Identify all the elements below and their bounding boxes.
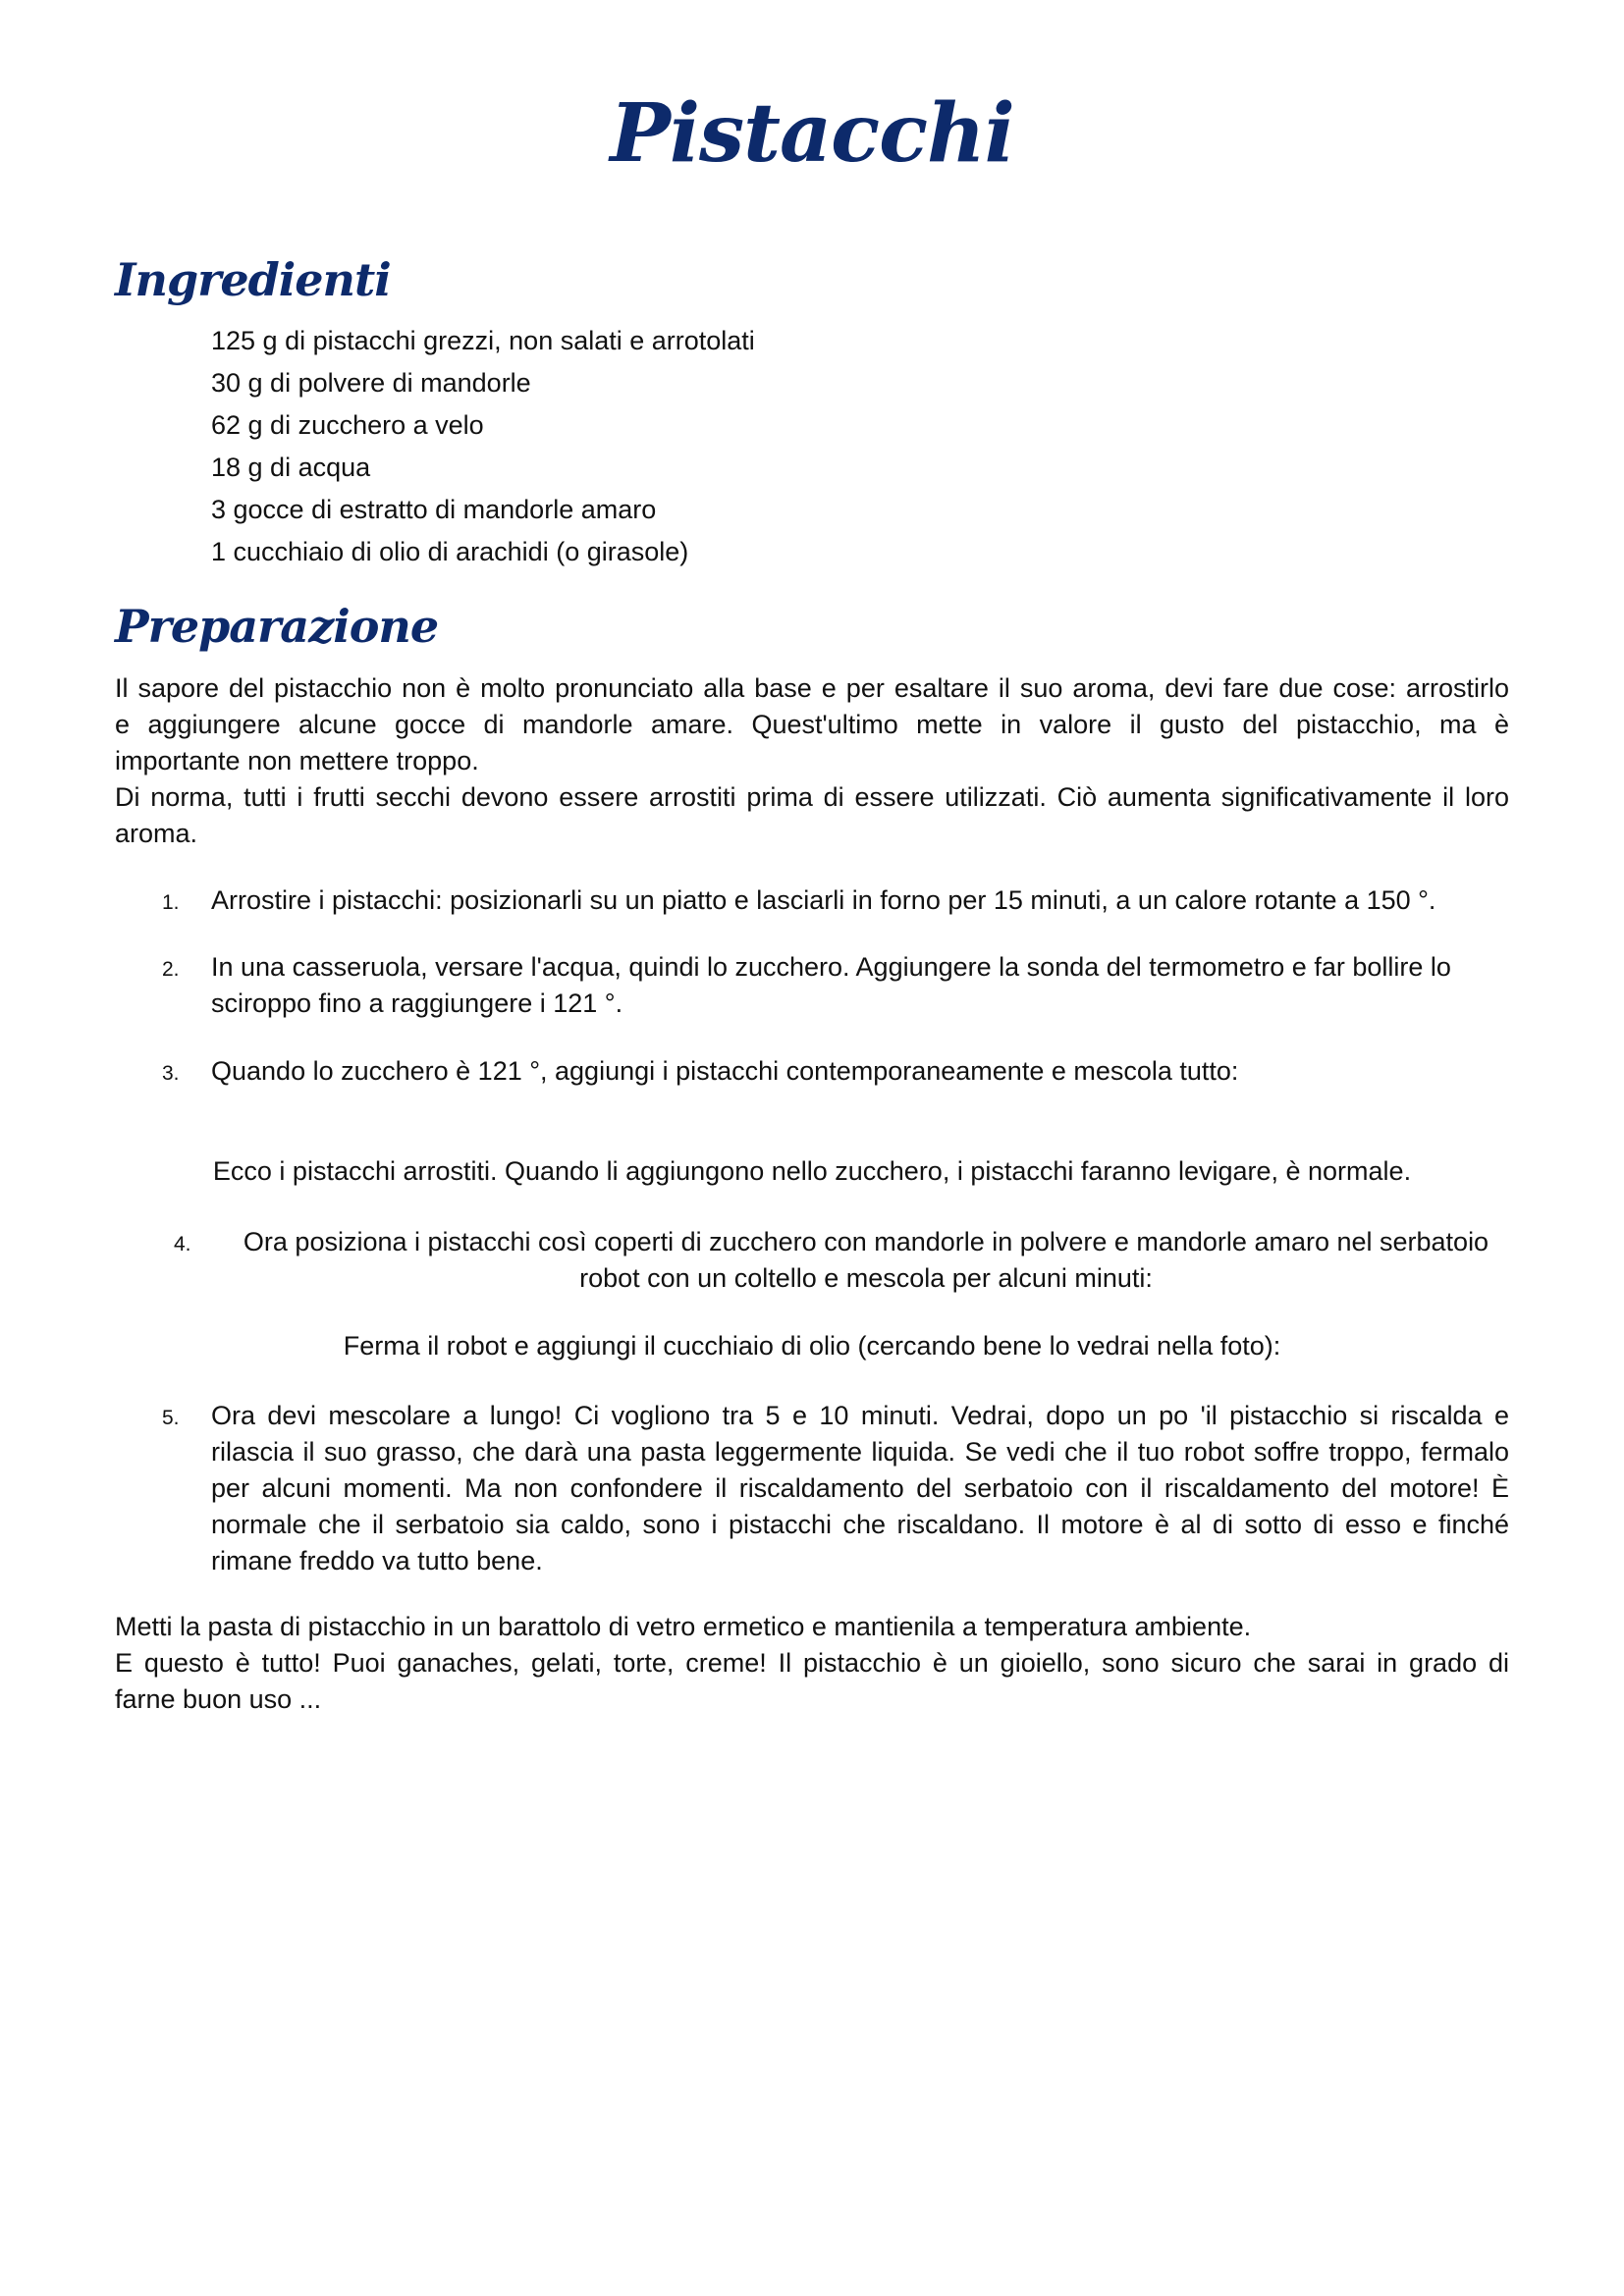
step-line: Ora devi mescolare a lungo! Ci vogliono tra 5 e 10 minuti. Vedrai, dopo un po 'il pistacchio si riscalda e <box>211 1401 1509 1430</box>
step-line: Ora posiziona i pistacchi così coperti di zucchero con mandorle in polvere e mandorle amaro nel serbatoio <box>243 1227 1489 1256</box>
step-line: Quando lo zucchero è 121 °, aggiungi i pistacchi contemporaneamente e mescola tutto: <box>211 1056 1239 1086</box>
ingredient-item: 125 g di pistacchi grezzi, non salati e arrotolati <box>211 326 755 355</box>
step-number: 5. <box>162 1407 180 1429</box>
step-line: normale che il serbatoio sia caldo, sono i pistacchi che riscaldano. Il motore è al di sotto di esso e finché <box>211 1510 1509 1539</box>
intro-line: Di norma, tutti i frutti secchi devono essere arrostiti prima di essere utilizzati. Ciò aumenta significativamente il loro <box>115 782 1509 812</box>
step-text <box>211 1053 1509 1090</box>
step-line: sciroppo fino a raggiungere i 121 °. <box>211 988 623 1018</box>
intro-line: Il sapore del pistacchio non è molto pronunciato alla base e per esaltare il suo aroma, devi fare due cose: arrostirlo <box>115 673 1509 703</box>
step-text <box>211 949 1509 1022</box>
ingredient-item: 30 g di polvere di mandorle <box>211 368 531 398</box>
note-roasted: Ecco i pistacchi arrostiti. Quando li aggiungono nello zucchero, i pistacchi faranno levigare, è normale. <box>212 1156 1412 1186</box>
step-line: robot con un coltello e mescola per alcuni minuti: <box>579 1263 1153 1293</box>
step-line: rilascia il suo grasso, che darà una pasta leggermente liquida. Se vedi che il tuo robot soffre troppo, fermalo <box>211 1437 1509 1467</box>
ingredient-item: 3 gocce di estratto di mandorle amaro <box>211 495 657 524</box>
step-line: per alcuni momenti. Ma non confondere il riscaldamento del serbatoio con il riscaldamento del motore! È <box>211 1473 1509 1503</box>
ingredient-item: 18 g di acqua <box>211 453 371 482</box>
step-text <box>211 882 1509 919</box>
step-text <box>211 1398 1509 1579</box>
step-number: 2. <box>162 958 180 981</box>
intro-paragraph <box>115 670 1509 852</box>
intro-line: aroma. <box>115 819 198 848</box>
preparation-heading: Preparazione <box>115 600 439 653</box>
intro-line: e aggiungere alcune gocce di mandorle amare. Quest'ultimo mette in valore il gusto del pistacchio, ma è <box>115 710 1509 739</box>
ingredient-item: 1 cucchiaio di olio di arachidi (o girasole) <box>211 537 689 566</box>
step-number: 1. <box>162 891 180 914</box>
note-oil: Ferma il robot e aggiungi il cucchiaio di olio (cercando bene lo vedrai nella foto): <box>343 1331 1281 1361</box>
step-number: 3. <box>162 1062 180 1085</box>
step-text <box>223 1224 1509 1297</box>
step-line: In una casseruola, versare l'acqua, quindi lo zucchero. Aggiungere la sonda del termometro e far bollire lo <box>211 952 1451 982</box>
intro-line: importante non mettere troppo. <box>115 746 479 775</box>
ingredients-list <box>211 320 755 573</box>
outro-paragraph <box>115 1609 1509 1718</box>
step-number: 4. <box>174 1233 191 1255</box>
outro-line: farne buon uso ... <box>115 1684 322 1714</box>
ingredients-heading: Ingredienti <box>115 253 391 306</box>
outro-line: Metti la pasta di pistacchio in un barattolo di vetro ermetico e mantienila a temperatura ambiente. <box>115 1612 1252 1641</box>
outro-line: E questo è tutto! Puoi ganaches, gelati, torte, creme! Il pistacchio è un gioiello, sono sicuro che sarai in grado di <box>115 1648 1509 1678</box>
page-title: Pistacchi <box>610 86 1014 181</box>
ingredient-item: 62 g di zucchero a velo <box>211 410 484 440</box>
step-line: Arrostire i pistacchi: posizionarli su un piatto e lasciarli in forno per 15 minuti, a un calore rotante a 150 °. <box>211 885 1436 915</box>
step-line: rimane freddo va tutto bene. <box>211 1546 543 1575</box>
